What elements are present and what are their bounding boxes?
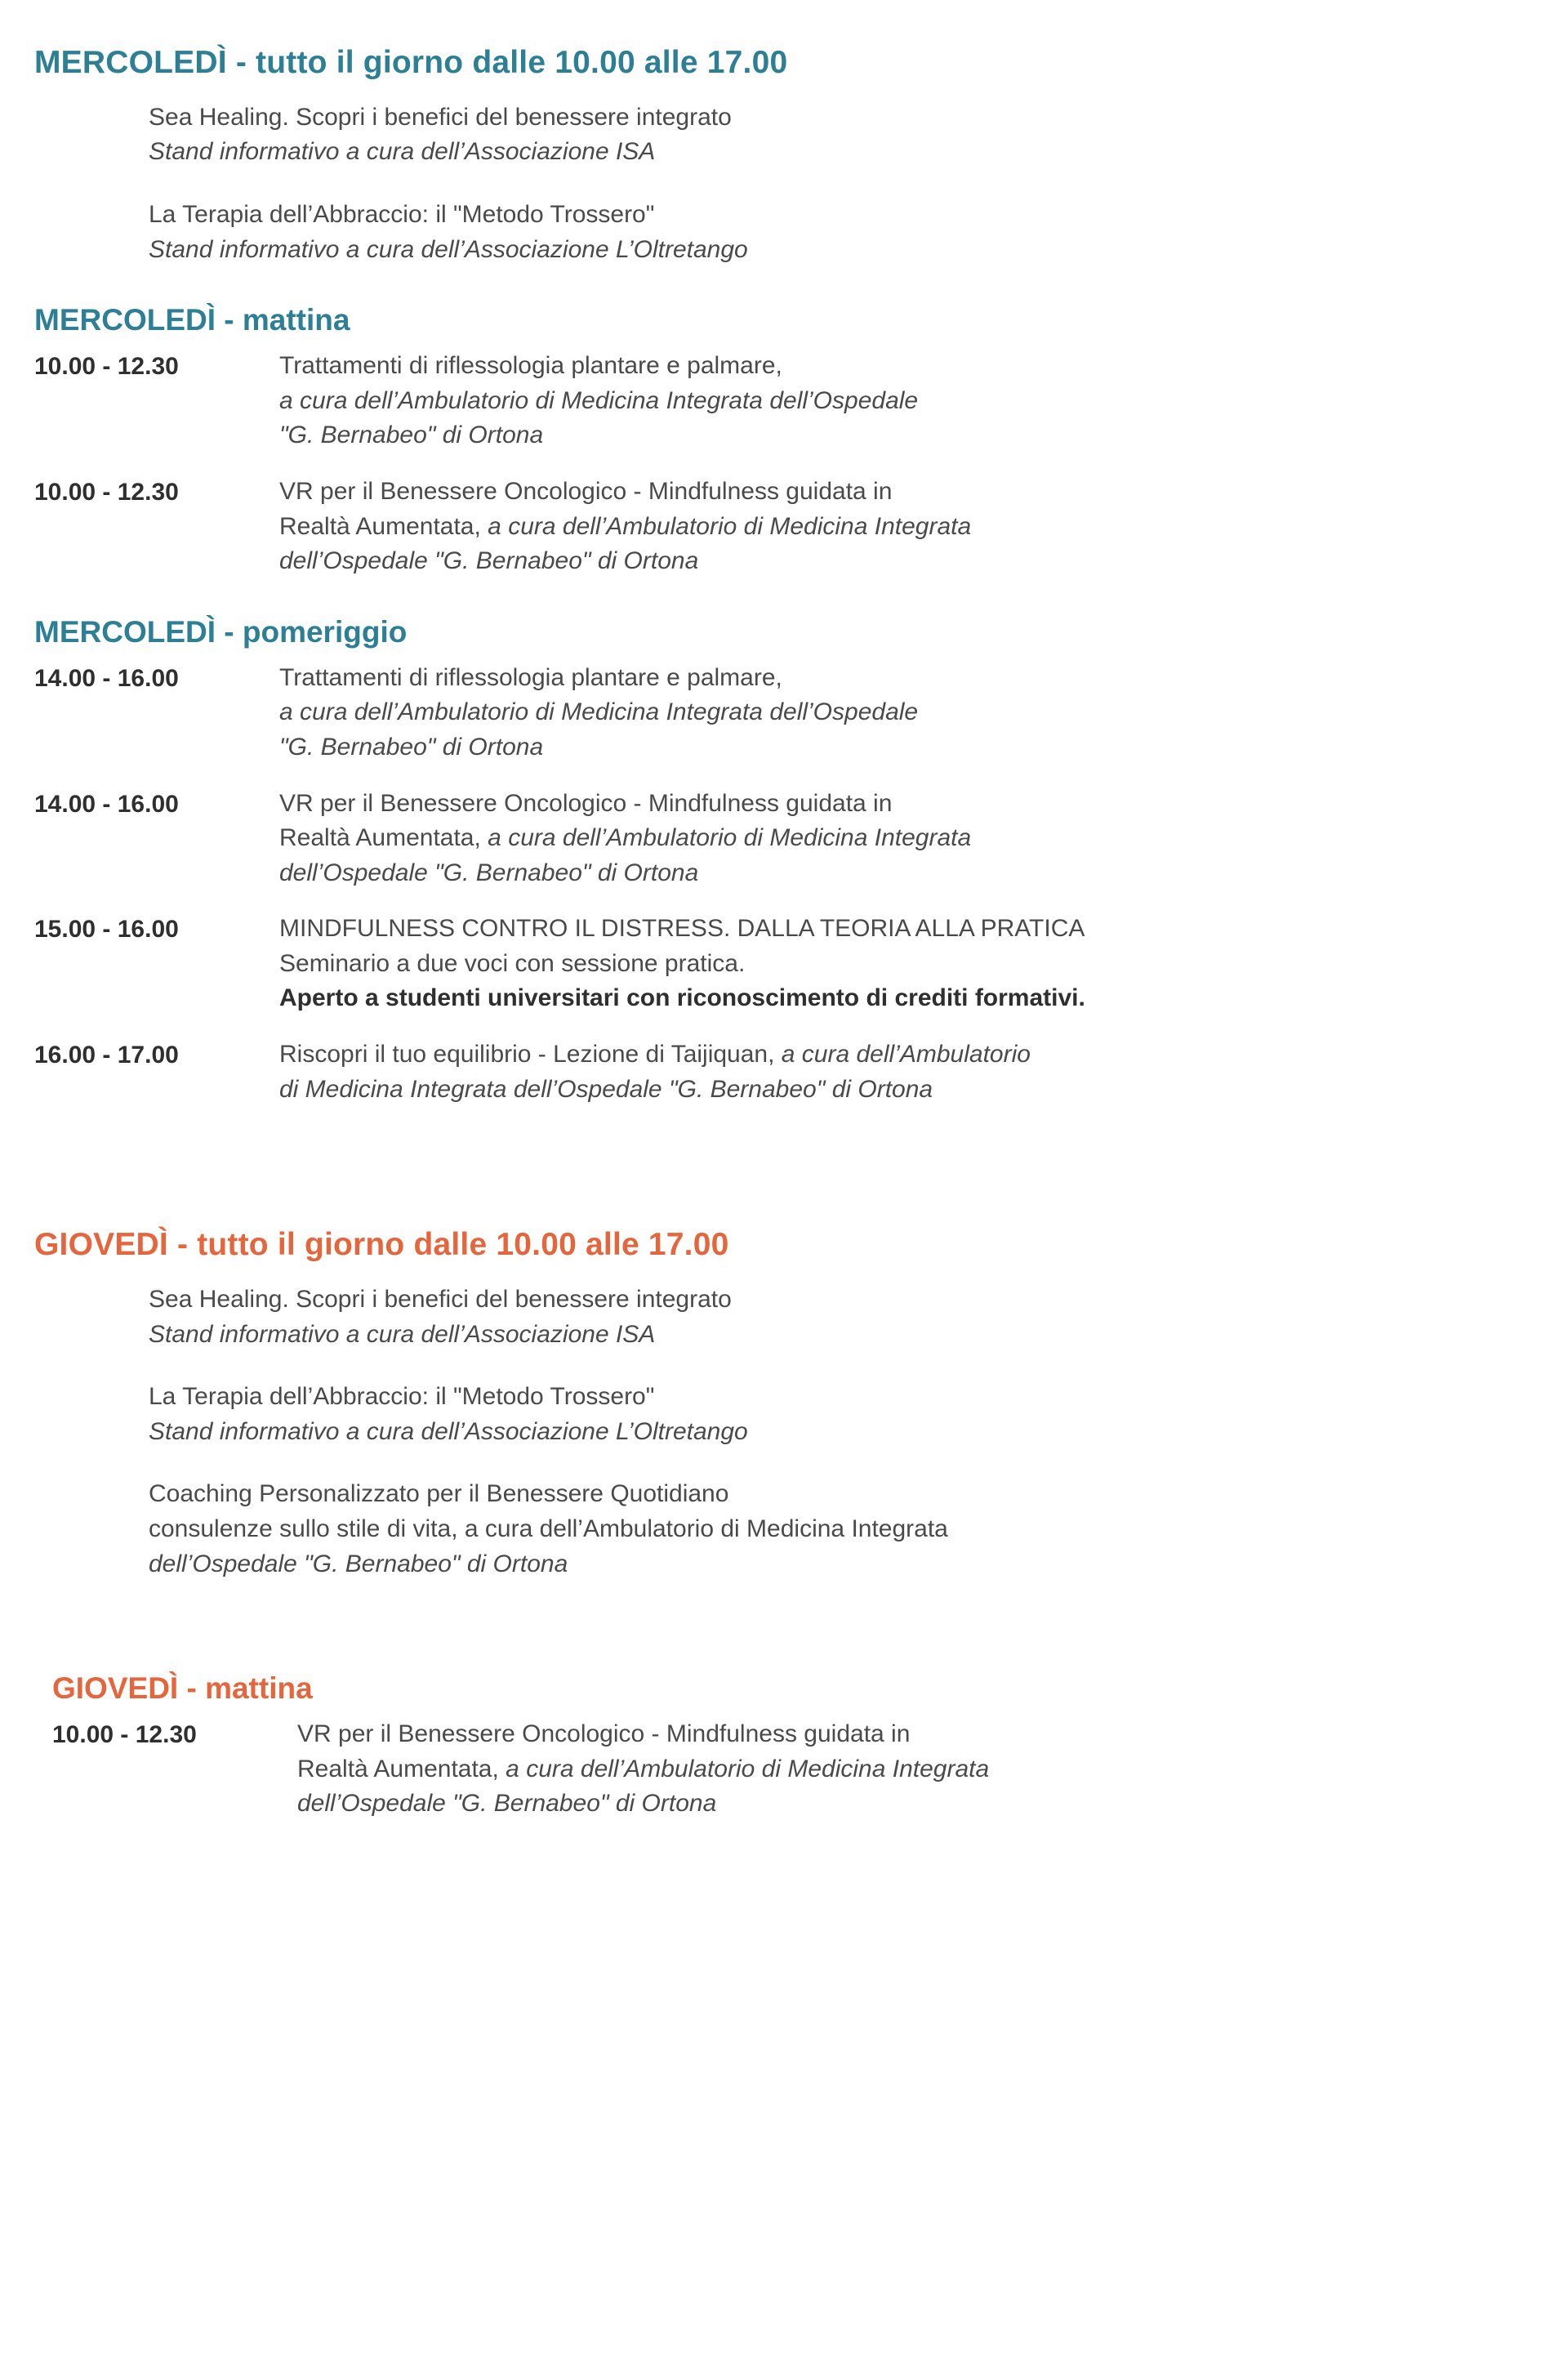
stand-title: La Terapia dell’Abbraccio: il "Metodo Trossero"	[149, 1383, 655, 1411]
row-time: 14.00 - 16.00	[34, 664, 179, 692]
sub-heading-giovedi-mattina: GIOVEDÌ - mattina	[52, 1671, 313, 1706]
row-line-1: VR per il Benessere Oncologico - Mindfulness guidata in	[279, 789, 893, 817]
row-line-1: MINDFULNESS CONTRO IL DISTRESS. DALLA TEORIA ALLA PRATICA	[279, 915, 1085, 943]
stand-title: Sea Healing. Scopri i benefici del benessere integrato	[149, 1286, 732, 1314]
row-line-2-italic: a cura dell’Ambulatorio di Medicina Integrata	[506, 1755, 990, 1782]
row-line-2-prefix: Realtà Aumentata,	[279, 824, 488, 852]
row-description	[279, 475, 1494, 579]
stand-title: Coaching Personalizzato per il Benessere Quotidiano	[149, 1480, 729, 1508]
row-time: 10.00 - 12.30	[52, 1721, 197, 1749]
row-line-2-prefix: Realtà Aumentata,	[279, 512, 488, 540]
row-description	[279, 661, 1494, 765]
stand-subtitle: Stand informativo a cura dell’Associazione L’Oltretango	[149, 235, 748, 263]
stand-list-mercoledi	[34, 100, 1494, 267]
schedule-row	[34, 1037, 1494, 1107]
row-description	[297, 1717, 1494, 1822]
section-mercoledi-pomeriggio	[34, 615, 1494, 1108]
row-line-2: a cura dell’Ambulatorio di Medicina Integrata dell’Ospedale	[279, 386, 919, 414]
section-gap	[34, 1585, 1494, 1635]
stand-subtitle: dell’Ospedale "G. Bernabeo" di Ortona	[149, 1550, 568, 1577]
row-line-1-italic: a cura dell’Ambulatorio	[781, 1041, 1031, 1069]
row-description	[279, 912, 1494, 1016]
stand-title: La Terapia dell’Abbraccio: il "Metodo Trossero"	[149, 200, 655, 228]
row-line-1-prefix: Riscopri il tuo equilibrio - Lezione di Taijiquan,	[279, 1041, 782, 1069]
schedule-row	[34, 1717, 1494, 1822]
row-time: 10.00 - 12.30	[34, 478, 179, 506]
stand-subtitle: Stand informativo a cura dell’Associazione ISA	[149, 1320, 656, 1348]
schedule-row	[34, 349, 1494, 453]
row-line-3: dell’Ospedale "G. Bernabeo" di Ortona	[279, 547, 699, 575]
row-line-2: di Medicina Integrata dell’Ospedale "G. Bernabeo" di Ortona	[279, 1075, 933, 1103]
stand-line-2-italic: a cura dell’Ambulatorio di Medicina Integrata	[464, 1515, 948, 1543]
row-line-1: VR per il Benessere Oncologico - Mindfulness guidata in	[279, 477, 893, 505]
section-giovedi-allday	[34, 1226, 1494, 1582]
row-time: 15.00 - 16.00	[34, 916, 179, 944]
row-line-2-italic: a cura dell’Ambulatorio di Medicina Integrata	[488, 512, 972, 540]
row-line-3: "G. Bernabeo" di Ortona	[279, 733, 544, 761]
day-heading-mercoledi-allday: MERCOLEDÌ - tutto il giorno dalle 10.00 alle 17.00	[34, 45, 788, 80]
schedule-row	[34, 661, 1494, 765]
schedule-row	[34, 912, 1494, 1016]
row-description	[279, 787, 1494, 891]
row-line-3: "G. Bernabeo" di Ortona	[279, 422, 544, 449]
section-giovedi-mattina	[34, 1671, 1494, 1822]
stand-subtitle: Stand informativo a cura dell’Associazione ISA	[149, 138, 656, 166]
row-line-1: Trattamenti di riflessologia plantare e palmare,	[279, 352, 782, 380]
section-gap	[34, 1128, 1494, 1226]
row-time: 14.00 - 16.00	[34, 790, 179, 818]
stand-spacer	[149, 170, 1494, 198]
row-line-2-prefix: Realtà Aumentata,	[297, 1755, 506, 1782]
stand-title: Sea Healing. Scopri i benefici del benessere integrato	[149, 103, 732, 131]
row-line-2: Seminario a due voci con sessione pratica.	[279, 949, 746, 977]
stand-spacer	[149, 1352, 1494, 1380]
row-time: 16.00 - 17.00	[34, 1042, 179, 1069]
row-line-1: Trattamenti di riflessologia plantare e palmare,	[279, 663, 782, 691]
stand-list-giovedi	[34, 1283, 1494, 1582]
sub-heading-mercoledi-pomeriggio: MERCOLEDÌ - pomeriggio	[34, 614, 408, 649]
schedule-row	[34, 787, 1494, 891]
row-line-3-bold: Aperto a studenti universitari con riconoscimento di crediti formativi.	[279, 984, 1085, 1012]
stand-subtitle: Stand informativo a cura dell’Associazione L’Oltretango	[149, 1417, 748, 1445]
row-line-3: dell’Ospedale "G. Bernabeo" di Ortona	[279, 859, 699, 886]
sub-heading-mercoledi-mattina: MERCOLEDÌ - mattina	[34, 303, 350, 337]
row-description	[279, 1037, 1494, 1107]
section-mercoledi-mattina	[34, 303, 1494, 579]
stand-line-2	[149, 1512, 1494, 1547]
row-time: 10.00 - 12.30	[34, 353, 179, 381]
row-line-1: VR per il Benessere Oncologico - Mindfulness guidata in	[297, 1720, 911, 1748]
stand-line-2-prefix: consulenze sullo stile di vita,	[149, 1515, 465, 1543]
row-description	[279, 349, 1494, 453]
schedule-row	[34, 475, 1494, 579]
row-line-2-italic: a cura dell’Ambulatorio di Medicina Integrata	[488, 824, 972, 852]
stand-spacer	[149, 1449, 1494, 1477]
day-heading-giovedi-allday: GIOVEDÌ - tutto il giorno dalle 10.00 alle 17.00	[34, 1227, 729, 1263]
row-line-2: a cura dell’Ambulatorio di Medicina Integrata dell’Ospedale	[279, 698, 919, 726]
row-line-3: dell’Ospedale "G. Bernabeo" di Ortona	[297, 1790, 717, 1818]
section-mercoledi-allday	[34, 44, 1494, 267]
